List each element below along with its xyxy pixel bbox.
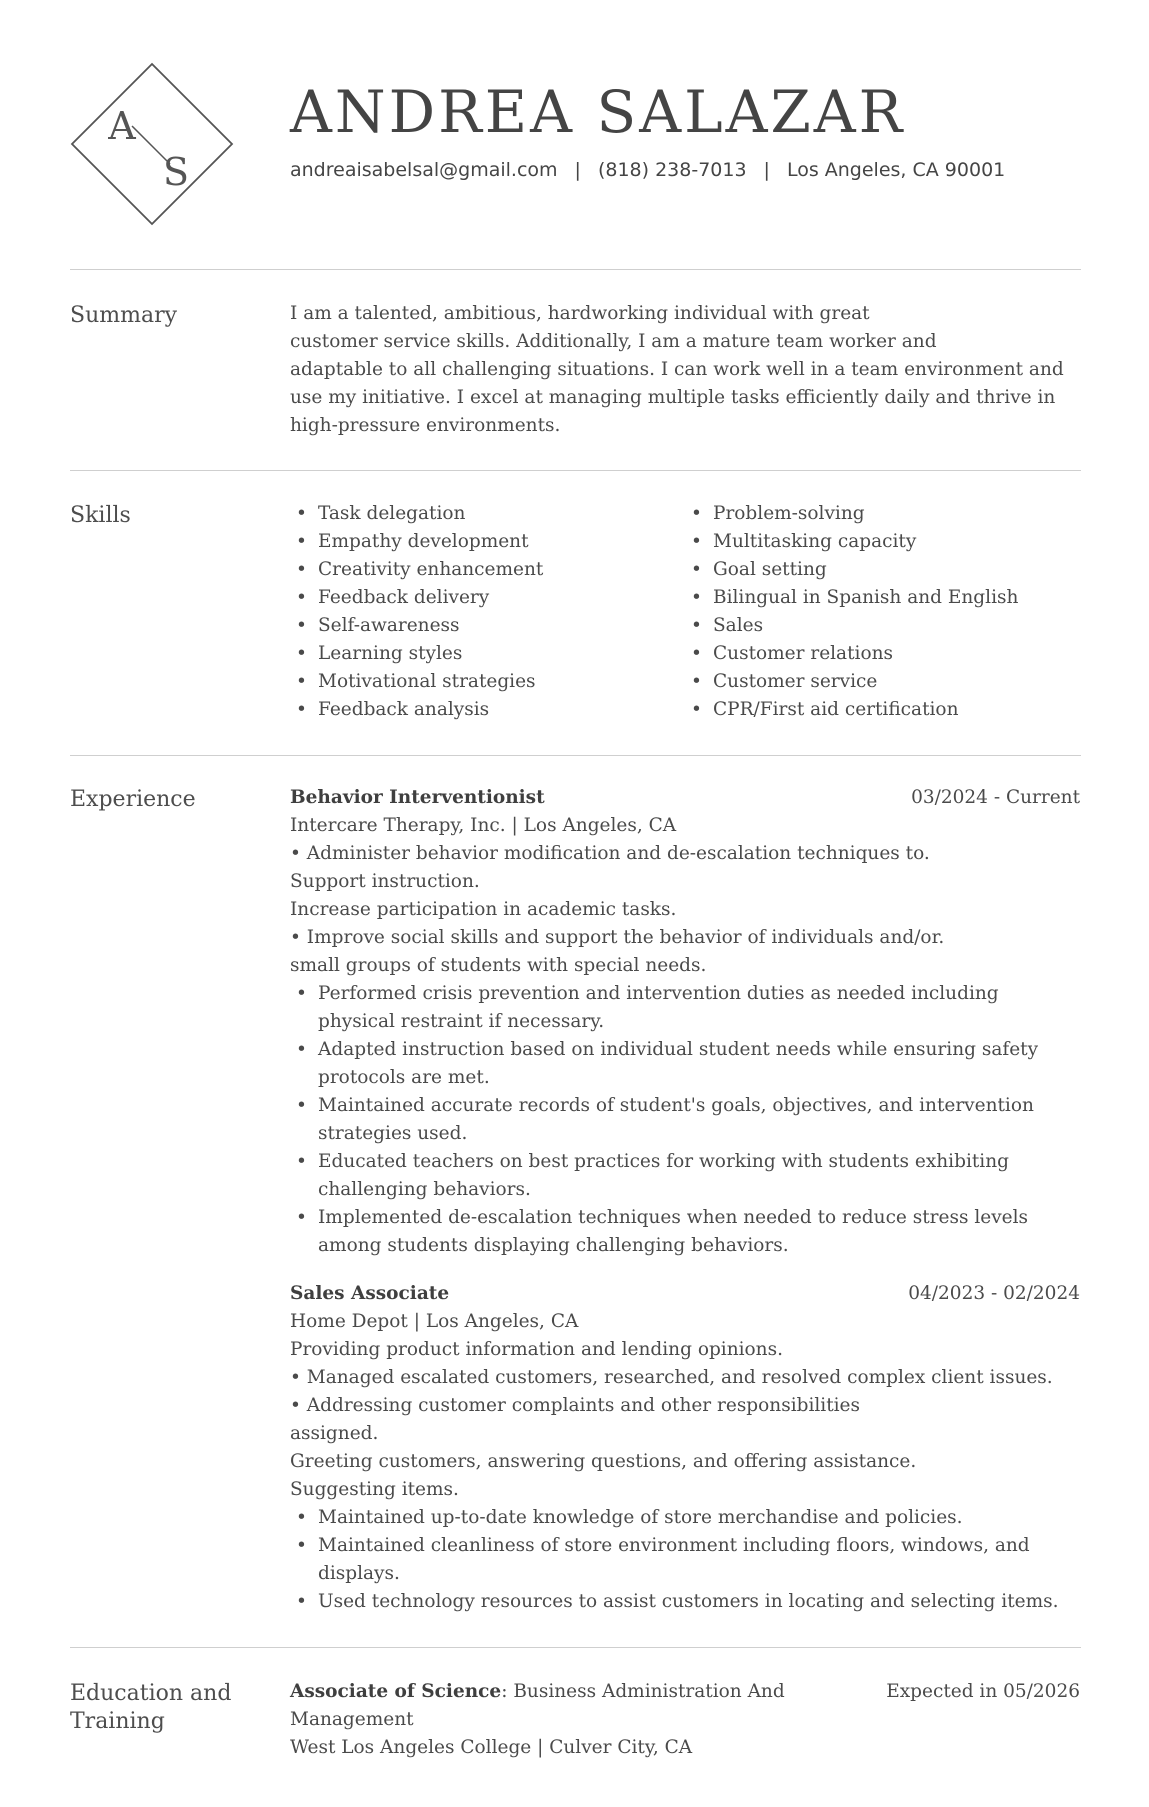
monogram-first-letter: A [108, 104, 136, 148]
contact-location: Los Angeles, CA 90001 [786, 159, 1006, 181]
education-heading-line: Education and [70, 1681, 232, 1706]
skill-item: • Problem-solving [685, 500, 1080, 528]
experience-heading: Experience [70, 787, 196, 812]
skill-item: • CPR/First aid certification [685, 696, 1080, 724]
skills-list [290, 500, 1080, 730]
contact-separator: | [763, 159, 770, 181]
monogram-logo [70, 62, 234, 226]
candidate-name: ANDREA SALAZAR [290, 78, 906, 146]
education-header [290, 1678, 1080, 1734]
skill-item: • Sales [685, 612, 1080, 640]
job-line: assigned. [290, 1423, 379, 1444]
job-line: • Improve social skills and support the behavior of individuals and/or. [290, 927, 945, 948]
skill-item: • Multitasking capacity [685, 528, 1080, 556]
contact-email: andreaisabelsal@gmail.com [290, 159, 558, 181]
skill-item: • Empathy development [290, 528, 670, 556]
job-line: • Administer behavior modification and de-escalation techniques to. [290, 843, 930, 864]
job-bullet: • Maintained accurate records of student's goals, objectives, and intervention strategies used. [290, 1092, 1080, 1148]
job-line: Providing product information and lending opinions. [290, 1339, 783, 1360]
education-degree: Associate of Science [290, 1681, 502, 1702]
education-heading-line: Training [70, 1709, 165, 1734]
skill-item: • Bilingual in Spanish and English [685, 584, 1080, 612]
skill-item: • Customer service [685, 668, 1080, 696]
job-bullet: • Adapted instruction based on individual student needs while ensuring safety protocols are met. [290, 1036, 1080, 1092]
job-bullet: • Maintained cleanliness of store environment including floors, windows, and displays. [290, 1532, 1080, 1588]
skill-item: • Self-awareness [290, 612, 670, 640]
summary-line: adaptable to all challenging situations. I can work well in a team environment and [290, 359, 1064, 380]
job-line: small groups of students with special needs. [290, 955, 707, 976]
contact-phone: (818) 238-7013 [597, 159, 747, 181]
job-header [290, 784, 1080, 812]
job-bullet: • Used technology resources to assist customers in locating and selecting items. [290, 1588, 1080, 1616]
contact-separator: | [574, 159, 581, 181]
education-heading [70, 1680, 231, 1736]
summary-heading: Summary [70, 303, 178, 328]
skill-item: • Creativity enhancement [290, 556, 670, 584]
skills-column-left [290, 500, 670, 724]
job-bullet: • Educated teachers on best practices for working with students exhibiting challenging behaviors. [290, 1148, 1080, 1204]
skill-item: • Feedback delivery [290, 584, 670, 612]
resume-header [290, 76, 1090, 182]
summary-line: I am a talented, ambitious, hardworking individual with great [290, 303, 870, 324]
job-dates: 04/2023 - 02/2024 [908, 1283, 1080, 1304]
job-bullets [290, 1504, 1080, 1616]
job-bullet: • Performed crisis prevention and intervention duties as needed including physical restraint if necessary. [290, 980, 1080, 1036]
skill-item: • Motivational strategies [290, 668, 670, 696]
education-degree-line [290, 1678, 850, 1734]
skill-item: • Goal setting [685, 556, 1080, 584]
job-line: • Addressing customer complaints and other responsibilities [290, 1395, 861, 1416]
job-company: Home Depot | Los Angeles, CA [290, 1311, 579, 1332]
job-title: Behavior Interventionist [290, 787, 545, 808]
job-header [290, 1280, 1080, 1308]
job-line: Increase participation in academic tasks. [290, 899, 677, 920]
education-entry [290, 1678, 1080, 1762]
experience-list [290, 784, 1080, 1616]
skills-column-right [685, 500, 1080, 724]
skill-item: • Customer relations [685, 640, 1080, 668]
job-bullet: • Implemented de-escalation techniques when needed to reduce stress levels among students displaying challenging behaviors. [290, 1204, 1080, 1260]
summary-text [290, 300, 1080, 440]
job-company: Intercare Therapy, Inc. | Los Angeles, CA [290, 815, 677, 836]
section-divider [70, 755, 1081, 756]
job-line: Greeting customers, answering questions, and offering assistance. [290, 1451, 917, 1472]
summary-line: use my initiative. I excel at managing multiple tasks efficiently daily and thrive in [290, 387, 1056, 408]
education-school: West Los Angeles College | Culver City, CA [290, 1737, 693, 1758]
job-entry [290, 1280, 1080, 1616]
monogram-diamond-icon [70, 62, 234, 226]
summary-line: customer service skills. Additionally, I am a mature team worker and [290, 331, 937, 352]
summary-line: high-pressure environments. [290, 415, 561, 436]
contact-line [290, 158, 1090, 182]
section-divider [70, 269, 1081, 270]
job-line: Suggesting items. [290, 1479, 459, 1500]
section-divider [70, 470, 1081, 471]
job-line: • Managed escalated customers, researched, and resolved complex client issues. [290, 1367, 1053, 1388]
job-entry [290, 784, 1080, 1260]
job-bullet: • Maintained up-to-date knowledge of store merchandise and policies. [290, 1504, 1080, 1532]
section-divider [70, 1647, 1081, 1648]
skill-item: • Learning styles [290, 640, 670, 668]
job-title: Sales Associate [290, 1283, 450, 1304]
job-line: Support instruction. [290, 871, 480, 892]
job-dates: 03/2024 - Current [911, 787, 1080, 808]
job-bullets [290, 980, 1080, 1260]
skills-heading: Skills [70, 503, 131, 528]
skill-item: • Task delegation [290, 500, 670, 528]
education-field: : Business Administration And Management [290, 1681, 785, 1730]
monogram-second-letter: S [162, 150, 190, 194]
skill-item: • Feedback analysis [290, 696, 670, 724]
education-expected-date: Expected in 05/2026 [886, 1681, 1080, 1702]
